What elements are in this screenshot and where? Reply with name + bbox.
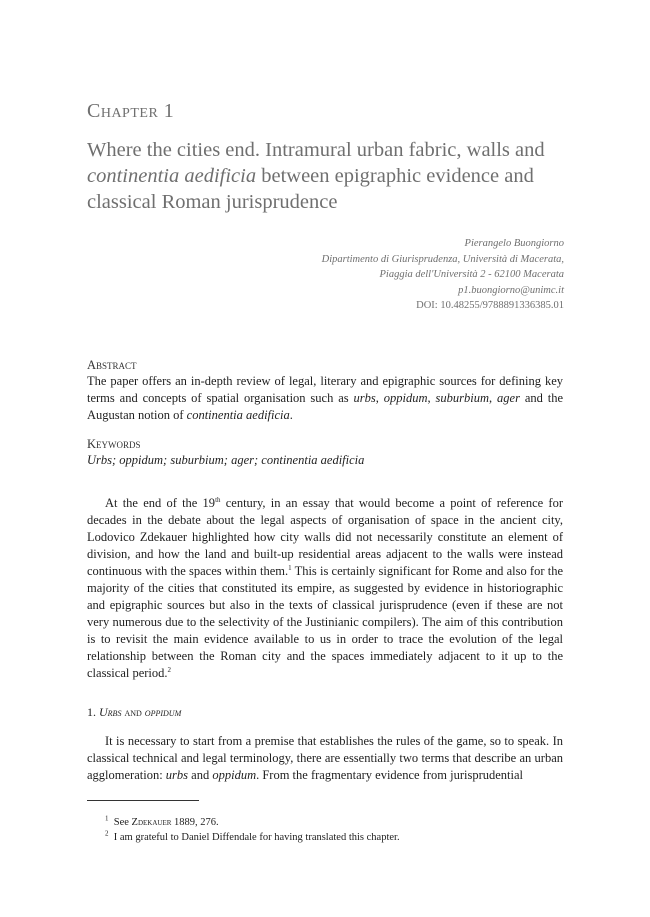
ordinal-suffix: th (215, 495, 221, 504)
abstract-sep: , (375, 391, 384, 405)
footnotes (105, 816, 400, 845)
abstract-end: . (289, 408, 293, 422)
body-paragraph-2 (87, 733, 563, 784)
body-paragraph-1 (87, 495, 563, 682)
para1-text-b: century, in an essay that would become a point of reference for decades in the debate about the legal aspects of organisation of space in the ancient city, Lodovico Zdekauer highlighted how city walls did not necessarily constitute an element of division, and how the land and built-up residential areas adjacent to the walls were instead continuous with the spaces within them. (87, 496, 563, 578)
keywords-heading: Keywords (87, 437, 141, 451)
section-term-oppidum: oppidum (144, 705, 182, 719)
para2-and: and (188, 768, 213, 782)
author-email[interactable]: p1.buongiorno@unimc.it (458, 284, 564, 296)
para1-text-a: At the end of the 19 (105, 496, 216, 510)
para2-text-b: . From the fragmentary evidence from jurisprudential (256, 768, 524, 782)
footnote-text: See (113, 817, 132, 828)
para2-term-oppidum: oppidum (212, 768, 257, 782)
chapter-label: Chapter 1 (87, 100, 175, 122)
chapter-title (87, 137, 577, 215)
abstract-sep: , (489, 391, 498, 405)
author-name: Pierangelo Buongiorno (464, 238, 564, 249)
footnote-ref-2[interactable]: 2 (167, 665, 172, 674)
section-heading-1 (87, 705, 181, 720)
title-part2: between epigraphic evidence and classical Roman jurisprudence (87, 165, 534, 213)
section-number: 1. (87, 705, 99, 719)
footnote-text: I am grateful to Daniel Diffendale for having translated this chapter. (113, 831, 400, 843)
abstract-text-a: The paper offers an in-depth review of legal, literary and epigraphic sources for defining key terms and concepts of spatial organisation such as (87, 374, 563, 405)
footnote-2 (105, 831, 400, 846)
footnote-number: 2 (105, 829, 109, 837)
term-continentia: continentia aedificia (186, 408, 290, 422)
footnote-ref-1[interactable]: 1 (288, 563, 292, 572)
term-oppidum: oppidum (383, 391, 428, 405)
term-ager: ager (497, 391, 520, 405)
abstract-text (87, 373, 563, 424)
term-suburbium: suburbium (435, 391, 490, 405)
keywords-text: Urbs; oppidum; suburbium; ager; continentia aedificia (87, 453, 365, 467)
footnote-number: 1 (105, 814, 109, 823)
section-term-urbs: Urbs (99, 705, 122, 719)
section-and: and (121, 705, 145, 719)
para1-text-c: This is certainly significant for Rome and also for the majority of the cities that constituted its empire, as suggested by evidence in historiographic and epigraphic sources but also in the texts of classical jurisprudence (even if these are not very numerous due to the selectivity of the Justinianic compilers). The aim of this contribution is to revisit the main evidence available to us in order to trace the evolution of the legal relationship between the Roman city and the spaces immediately adjacent to it up to the classical period. (87, 564, 563, 680)
footnote-divider (87, 800, 199, 801)
para2-text-a: It is necessary to start from a premise that establishes the rules of the game, so to speak. In classical technical and legal terminology, there are essentially two terms that describe an urban agglomeration: (87, 734, 563, 782)
author-department: Dipartimento di Giurisprudenza, Università di Macerata, (321, 253, 564, 265)
author-address: Piaggia dell'Università 2 - 62100 Macerata (379, 269, 564, 281)
para2-term-urbs: urbs (165, 768, 189, 782)
abstract-sep: , (427, 391, 436, 405)
title-part1: Where the cities end. Intramural urban fabric, walls and (87, 139, 545, 161)
abstract-heading: Abstract (87, 358, 137, 372)
term-urbs: urbs (353, 391, 376, 405)
doi[interactable]: DOI: 10.48255/9788891336385.01 (416, 300, 564, 312)
title-italic: continentia aedificia (87, 165, 257, 187)
footnote-ref-text: 1889, 276. (171, 817, 219, 828)
footnote-1 (105, 816, 400, 831)
footnote-author: Zdekauer (131, 817, 172, 828)
abstract-text-b: and the Augustan notion of (87, 391, 564, 422)
author-affiliation (322, 236, 564, 314)
